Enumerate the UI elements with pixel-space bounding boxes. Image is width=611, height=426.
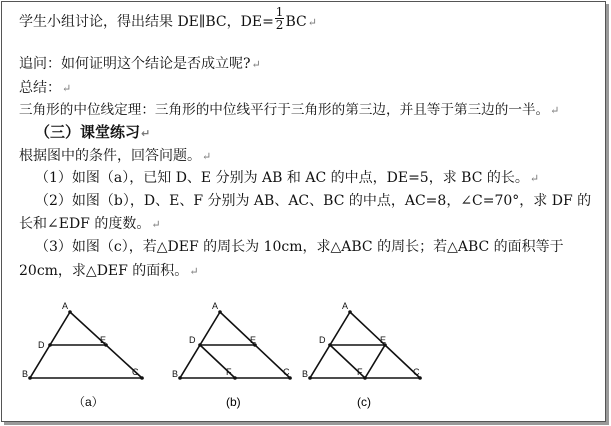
text-line-6: 根据图中的条件，回答问题。↵ (19, 148, 212, 164)
text-line-10: （3）如图（c），若△DEF 的周长为 10cm，求△ABC 的周长；若△ABC 的面积等于 (35, 239, 564, 255)
paragraph-mark-icon: ↵ (189, 265, 199, 278)
fraction-one-half: $\frac{1}{2}$ (275, 4, 284, 32)
text-line-7: （1）如图（a），已知 D、E 分别为 AB 和 AC 的中点，DE=5，求 BC 的长。↵ (35, 170, 540, 186)
label-c-f: F (357, 367, 363, 377)
paragraph-mark-icon: ↵ (529, 172, 540, 185)
text-line-1: 学生小组讨论，得出结果 DE∥BC，DE= $\frac{1}{2}$ BC↵ (19, 4, 317, 32)
text-line-4: 三角形的中位线定理：三角形的中位线平行于三角形的第三边，并且等于第三边的一半。↵ (19, 102, 560, 118)
paragraph-mark-icon: ↵ (151, 218, 161, 231)
text-line-2: 追问：如何证明这个结论是否成立呢?↵ (19, 56, 261, 72)
caption-c: (c) (357, 395, 371, 409)
label-a-a: A (62, 301, 69, 311)
label-c-d: D (319, 335, 326, 345)
label-b-a: A (212, 301, 219, 311)
text-line-9: 长和∠EDF 的度数。↵ (19, 216, 161, 232)
label-c-e: E (380, 335, 387, 345)
caption-a: （a） (73, 395, 104, 409)
label-c-b: B (302, 369, 309, 379)
section-heading: （三）课堂练习↵ (35, 123, 151, 141)
label-b-c: C (283, 367, 290, 377)
label-a-d: D (38, 340, 45, 350)
label-a-c: C (132, 367, 139, 377)
figure-b (180, 312, 290, 378)
figure-a (30, 312, 142, 378)
label-b-f: F (226, 367, 232, 377)
paragraph-mark-icon: ↵ (62, 82, 72, 95)
label-a-b: B (22, 369, 29, 379)
label-c-a: A (342, 301, 349, 311)
label-b-e: E (250, 335, 257, 345)
label-b-d: D (189, 335, 196, 345)
caption-b: (b) (226, 395, 241, 409)
paragraph-mark-icon: ↵ (550, 104, 560, 117)
text-line-11: 20cm，求△DEF 的面积。↵ (19, 263, 199, 279)
paragraph-mark-icon: ↵ (141, 127, 151, 140)
paragraph-mark-icon: ↵ (202, 150, 212, 163)
paragraph-mark-icon: ↵ (307, 16, 317, 29)
paragraph-mark-icon: ↵ (251, 58, 261, 71)
label-a-e: E (100, 335, 107, 345)
figure-c (310, 312, 420, 378)
text-line-3: 总结：↵ (19, 80, 72, 96)
label-c-c: C (413, 367, 420, 377)
text-line-8: （2）如图（b），D、E、F 分别为 AB、AC、BC 的中点，AC=8，∠C=70°，求 DF 的 (35, 193, 592, 209)
label-b-b: B (172, 369, 179, 379)
